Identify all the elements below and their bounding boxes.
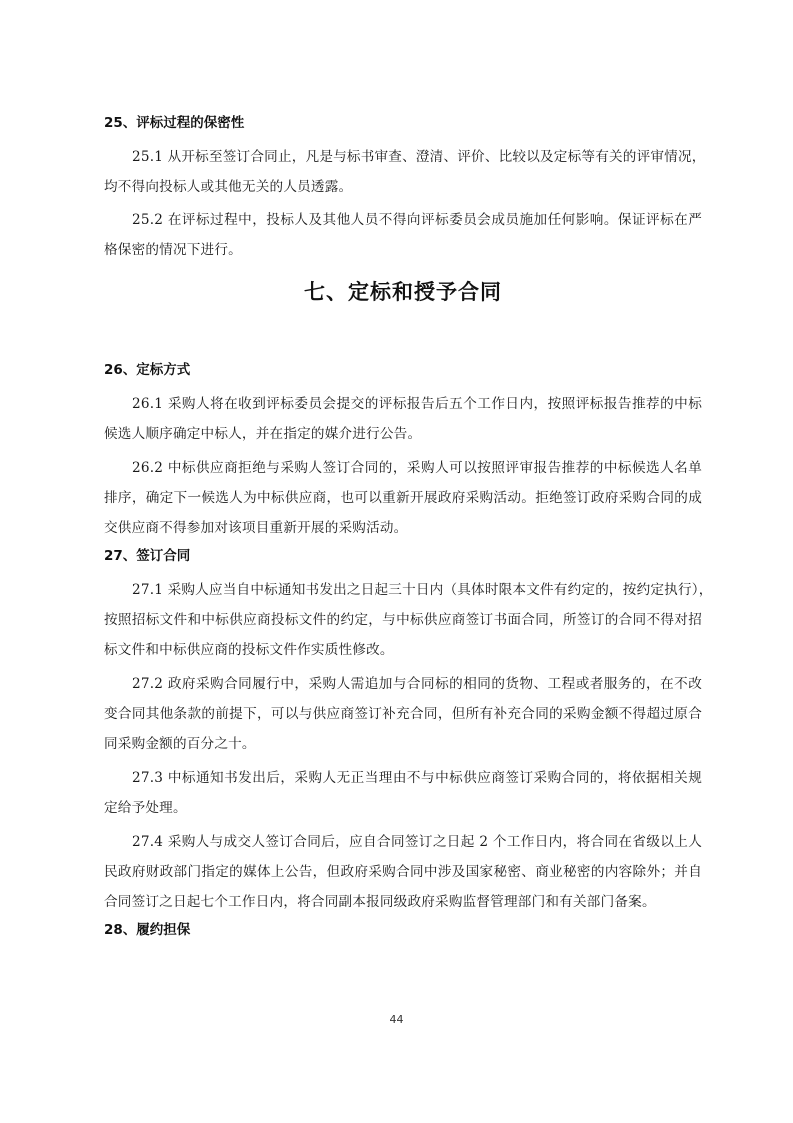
- text-line: 27.3 中标通知书发出后，采购人无正当理由不与中标供应商签订采购合同的，将依据相关规: [132, 770, 702, 786]
- text-line: 定给予处理。: [104, 800, 187, 816]
- text-line: 标文件和中标供应商的投标文件作实质性修改。: [104, 642, 394, 658]
- text-line: 26.2 中标供应商拒绝与采购人签订合同的，采购人可以按照评审报告推荐的中标候选人名单: [132, 460, 702, 476]
- text-line: 交供应商不得参加对该项目重新开展的采购活动。: [104, 520, 408, 536]
- text-line: 合同签订之日起七个工作日内，将合同副本报同级政府采购监督管理部门和有关部门备案。: [104, 894, 656, 910]
- text-line: 25.2 在评标过程中，投标人及其他人员不得向评标委员会成员施加任何影响。保证评标在严: [132, 212, 702, 228]
- text-line: 变合同其他条款的前提下，可以与供应商签订补充合同，但所有补充合同的采购金额不得超过原合: [104, 706, 702, 722]
- page-number: 44: [389, 1013, 404, 1026]
- text-line: 民政府财政部门指定的媒体上公告，但政府采购合同中涉及国家秘密、商业秘密的内容除外；并自: [104, 864, 702, 880]
- text-line: 27.4 采购人与成交人签订合同后，应自合同签订之日起 2 个工作日内，将合同在省级以上人: [132, 834, 702, 850]
- text-line: 26.1 采购人将在收到评标委员会提交的评标报告后五个工作日内，按照评标报告推荐的中标: [132, 396, 702, 412]
- paragraph-27-3: [104, 763, 702, 823]
- text-line: 均不得向投标人或其他无关的人员透露。: [104, 179, 353, 195]
- paragraph-27-1: [104, 575, 713, 665]
- page-content: [104, 112, 713, 941]
- section-heading-27: 27、签订合同: [104, 548, 191, 564]
- text-line: 27.1 采购人应当自中标通知书发出之日起三十日内（具体时限本文件有约定的，按约定执行），: [132, 582, 713, 598]
- section-heading-26: 26、定标方式: [104, 362, 191, 378]
- section-heading-25: 25、评标过程的保密性: [104, 115, 245, 131]
- paragraph-26-1: [104, 389, 702, 449]
- paragraph-25-1: [104, 142, 706, 202]
- text-line: 27.2 政府采购合同履行中，采购人需追加与合同标的相同的货物、工程或者服务的，在不改: [132, 676, 702, 692]
- chapter-title: 七、定标和授予合同: [304, 280, 502, 304]
- text-line: 候选人顺序确定中标人，并在指定的媒介进行公告。: [104, 426, 422, 442]
- paragraph-26-2: [104, 453, 702, 543]
- paragraph-27-4: [104, 827, 702, 917]
- text-line: 格保密的情况下进行。: [104, 242, 242, 258]
- paragraph-25-2: [104, 205, 702, 265]
- paragraph-27-2: [104, 669, 702, 759]
- text-line: 同采购金额的百分之十。: [104, 736, 256, 752]
- text-line: 按照招标文件和中标供应商投标文件的约定，与中标供应商签订书面合同，所签订的合同不得对招: [104, 612, 702, 628]
- text-line: 25.1 从开标至签订合同止，凡是与标书审查、澄清、评价、比较以及定标等有关的评审情况，: [132, 149, 706, 165]
- section-heading-28: 28、履约担保: [104, 922, 191, 938]
- text-line: 排序，确定下一候选人为中标供应商，也可以重新开展政府采购活动。拒绝签订政府采购合同的成: [104, 490, 702, 506]
